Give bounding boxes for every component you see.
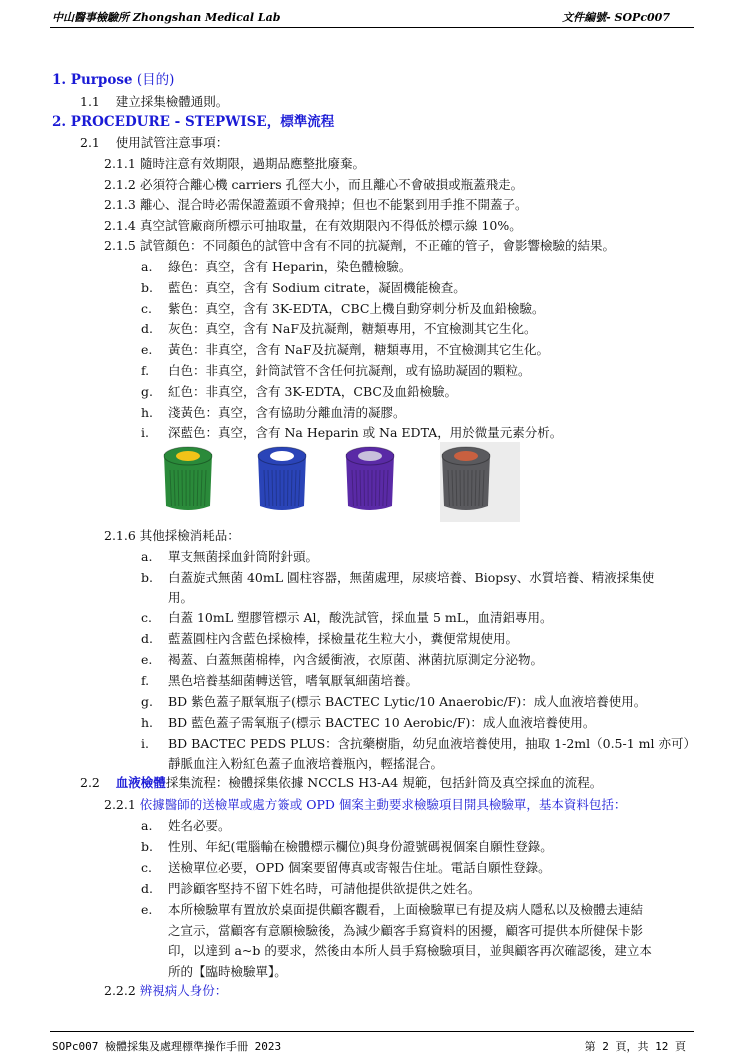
- list-item-text: 藍色：真空，含有 Sodium citrate，凝固機能檢查。: [168, 279, 466, 295]
- item-1-1: [80, 94, 228, 110]
- tube-color-f: [141, 363, 531, 379]
- supply-item-c: [141, 610, 553, 626]
- tube-color-c: [141, 301, 544, 317]
- basic-info-c: [141, 860, 551, 876]
- list-item-text-continued: 靜脈血注入粉紅色蓋子血液培養瓶內，輕搖混合。: [168, 756, 444, 771]
- item-number: 2.1.3: [104, 197, 136, 212]
- list-letter: h.: [141, 715, 154, 730]
- supply-item-e: [141, 652, 543, 668]
- cap-septum: [270, 451, 294, 461]
- item-number: 2.1: [80, 135, 100, 150]
- list-letter: e.: [141, 652, 153, 667]
- header-doc-number: 文件編號- SOPc007: [562, 11, 670, 24]
- item-2-2-1: [104, 797, 626, 813]
- item-number: 2.2.1: [104, 797, 136, 812]
- item-text: 隨時注意有效期限，過期品應整批廢棄。: [140, 156, 366, 171]
- list-item-text: 淺黃色：真空，含有協助分離血清的凝膠。: [168, 404, 406, 420]
- supply-item-g: [141, 694, 646, 710]
- list-letter: d.: [141, 631, 153, 646]
- list-letter: c.: [141, 610, 152, 625]
- basic-info-b: [141, 839, 553, 855]
- item-2-2-2: [104, 983, 227, 999]
- list-letter: c.: [141, 860, 152, 875]
- item-number: 2.1.4: [104, 217, 136, 233]
- list-letter: d.: [141, 321, 153, 337]
- list-item-text-continued: 所的【臨時檢驗單】。: [168, 963, 287, 979]
- list-letter: f.: [141, 363, 150, 378]
- tube-color-a: [141, 259, 411, 275]
- section-2-heading: [52, 114, 334, 130]
- tube-color-e: [141, 342, 549, 358]
- item-2-1-4: [104, 218, 522, 234]
- list-item-text: 送檢單位必要，OPD 個案要留傳真或寄報告住址。電話自願性登錄。: [168, 860, 551, 875]
- tube-color-g: [141, 384, 457, 400]
- list-item-text: 黑色培養基細菌轉送管，嗜氧厭氧細菌培養。: [168, 673, 419, 688]
- list-item-text: 單支無菌採血針筒附針頭。: [168, 549, 319, 564]
- list-letter: g.: [141, 694, 153, 709]
- tube-caps-illustration: [160, 442, 520, 522]
- item-text: 依據醫師的送檢單或處方簽或 OPD 個案主動要求檢驗項目開具檢驗單，基本資料包括：: [139, 797, 627, 812]
- list-item-text: 黃色：非真空，含有 NaF及抗凝劑，糖類專用，不宜檢測其它生化。: [168, 342, 550, 358]
- supply-item-i: [141, 736, 696, 752]
- footer-page-number: 第 2 頁，共 12 頁: [584, 1040, 686, 1053]
- tube-color-b: [141, 280, 466, 296]
- list-item-text: 白蓋旋式無菌 40mL 圓柱容器，無菌處理，尿痰培養、Biopsy、水質培養、精液採集使: [168, 570, 655, 585]
- item-text: 真空試管廠商所標示可抽取量，在有效期限內不得低於標示線 10%。: [140, 217, 522, 233]
- tube-color-i: [141, 425, 562, 441]
- list-letter: e.: [141, 342, 153, 358]
- supply-item-b-cont: [168, 590, 193, 606]
- list-item-text-continued: 之宣示，當顧客有意願檢驗後，為減少顧客手寫資料的困擾，顧客可提供本所健保卡影: [168, 922, 644, 938]
- cap-septum: [358, 451, 382, 461]
- item-number: 2.1.2: [104, 176, 136, 192]
- section-1-heading: [52, 72, 174, 88]
- item-2-2: [80, 775, 602, 791]
- list-letter: b.: [141, 570, 153, 585]
- list-item-text: BD 紫色蓋子厭氧瓶子(標示 BACTEC Lytic/10 Anaerobic/F)：成人血液培養使用。: [168, 694, 647, 709]
- list-item-text: 褐蓋、白蓋無菌棉棒，內含緩衝液，衣原菌、淋菌抗原測定分泌物。: [168, 652, 544, 667]
- list-item-text: 姓名必要。: [168, 818, 231, 833]
- basic-info-d: [141, 881, 481, 897]
- header-rule: [50, 27, 694, 28]
- tube-cap-2: [258, 447, 306, 510]
- section-number: 2.: [52, 114, 67, 130]
- supply-item-d: [141, 631, 518, 647]
- list-item-text: 紫色：真空，含有 3K-EDTA，CBC上機自動穿刺分析及血鉛檢驗。: [168, 300, 545, 316]
- item-number: 2.2: [80, 775, 100, 790]
- list-letter: d.: [141, 881, 153, 896]
- list-item-text: 綠色：真空，含有 Heparin，染色體檢驗。: [168, 259, 412, 274]
- basic-info-a: [141, 818, 231, 834]
- item-text: 使用試管注意事項：: [115, 135, 229, 150]
- list-letter: e.: [141, 902, 153, 917]
- item-text: 離心、混合時必需保證蓋頭不會飛掉；但也不能緊到用手推不開蓋子。: [140, 197, 528, 212]
- list-item-text: 本所檢驗單有置放於桌面提供顧客觀看，上面檢驗單已有提及病人隱私以及檢體去連結: [168, 902, 644, 917]
- item-text: 其他採檢消耗品：: [139, 528, 240, 543]
- supply-item-f: [141, 673, 418, 689]
- basic-info-e-line-1: [141, 902, 643, 918]
- item-number: 2.2.2: [104, 983, 136, 998]
- item-text: 採集流程：檢體採集依據 NCCLS H3-A4 規範，包括針筒及真空採血的流程。: [165, 775, 603, 790]
- tube-cap-3: [346, 447, 394, 510]
- tube-color-d: [141, 321, 537, 337]
- section-number: 1.: [52, 72, 67, 88]
- footer-rule: [50, 1031, 694, 1032]
- list-item-text: 白色：非真空，針筒試管不含任何抗凝劑，或有協助凝固的顆粒。: [168, 363, 531, 378]
- supply-item-b: [141, 570, 654, 586]
- item-2-1-6: [104, 528, 240, 544]
- list-item-text: 紅色：非真空，含有 3K-EDTA，CBC及血鉛檢驗。: [168, 383, 457, 399]
- list-letter: b.: [141, 839, 153, 854]
- item-2-1-2: [104, 177, 523, 193]
- footer-manual-title: SOPc007 檢體採集及處理標準操作手冊 2023: [52, 1040, 282, 1053]
- section-title: PROCEDURE - STEPWISE，標準流程: [70, 114, 335, 130]
- item-text: 辨視病人身份：: [139, 983, 228, 998]
- section-title-cn: (目的): [136, 72, 175, 88]
- cap-septum: [454, 451, 478, 461]
- list-letter: i.: [141, 425, 149, 441]
- list-item-text: 性別、年紀(電腦輸在檢體標示欄位)與身份證號碼視個案自願性登錄。: [168, 839, 553, 854]
- blood-sample-label: 血液檢體: [115, 775, 166, 790]
- item-2-1: [80, 135, 228, 151]
- tube-cap-4: [442, 447, 490, 510]
- list-letter: i.: [141, 736, 149, 751]
- item-text: 必須符合離心機 carriers 孔徑大小，而且離心不會破損或瓶蓋飛走。: [140, 176, 524, 192]
- list-item-text: BD 藍色蓋子需氧瓶子(標示 BACTEC 10 Aerobic/F)：成人血液培養使用。: [168, 715, 596, 730]
- list-item-text: 灰色：真空，含有 NaF及抗凝劑，糖類專用，不宜檢測其它生化。: [168, 321, 537, 337]
- list-letter: a.: [141, 259, 153, 274]
- supply-item-i-cont: [168, 756, 443, 772]
- list-letter: f.: [141, 673, 150, 688]
- basic-info-e-line-3: [168, 943, 652, 959]
- item-number: 1.1: [80, 94, 100, 109]
- tube-cap-1: [164, 447, 212, 510]
- item-number: 2.1.5: [104, 238, 136, 253]
- list-letter: c.: [141, 300, 152, 316]
- item-text: 試管顏色：不同顏色的試管中含有不同的抗凝劑，不正確的管子，會影響檢驗的結果。: [140, 238, 616, 253]
- list-item-text: 門診顧客堅持不留下姓名時，可請他提供欲提供之姓名。: [168, 881, 481, 896]
- item-number: 2.1.6: [104, 528, 136, 543]
- list-item-text: 白蓋 10mL 塑膠管標示 Al，酸洗試管，採血量 5 mL，血清鋁專用。: [168, 610, 553, 625]
- item-number: 2.1.1: [104, 156, 136, 171]
- section-title: Purpose: [70, 72, 133, 88]
- list-item-text: 深藍色：真空，含有 Na Heparin 或 Na EDTA，用於微量元素分析。: [168, 425, 563, 441]
- list-item-text-continued: 印，以達到 a~b 的要求，然後由本所人員手寫檢驗項目，並與顧客再次確認後，建立本: [168, 943, 652, 958]
- item-2-1-3: [104, 197, 528, 213]
- item-2-1-5: [104, 238, 615, 254]
- tube-caps-photo: [160, 442, 520, 522]
- list-item-text: BD BACTEC PEDS PLUS：含抗藥樹脂，幼兒血液培養使用，抽取 1-2ml（0.5-1 ml 亦可）: [168, 736, 696, 751]
- item-text: 建立採集檢體通則。: [115, 94, 229, 109]
- basic-info-e-line-2: [168, 923, 643, 939]
- supply-item-h: [141, 715, 595, 731]
- tube-color-h: [141, 405, 406, 421]
- list-item-text-continued: 用。: [168, 590, 194, 605]
- basic-info-e-line-4: [168, 964, 287, 980]
- supply-item-a: [141, 549, 318, 565]
- list-letter: g.: [141, 383, 153, 399]
- list-letter: a.: [141, 549, 153, 564]
- list-letter: a.: [141, 818, 153, 833]
- item-2-1-1: [104, 156, 365, 172]
- header-lab-name: 中山醫事檢驗所 Zhongshan Medical Lab: [52, 11, 281, 24]
- list-letter: b.: [141, 279, 153, 295]
- cap-septum: [176, 451, 200, 461]
- list-letter: h.: [141, 404, 154, 420]
- list-item-text: 藍蓋圓柱內含藍色採檢棒，採檢量花生粒大小，糞便常規使用。: [168, 631, 519, 646]
